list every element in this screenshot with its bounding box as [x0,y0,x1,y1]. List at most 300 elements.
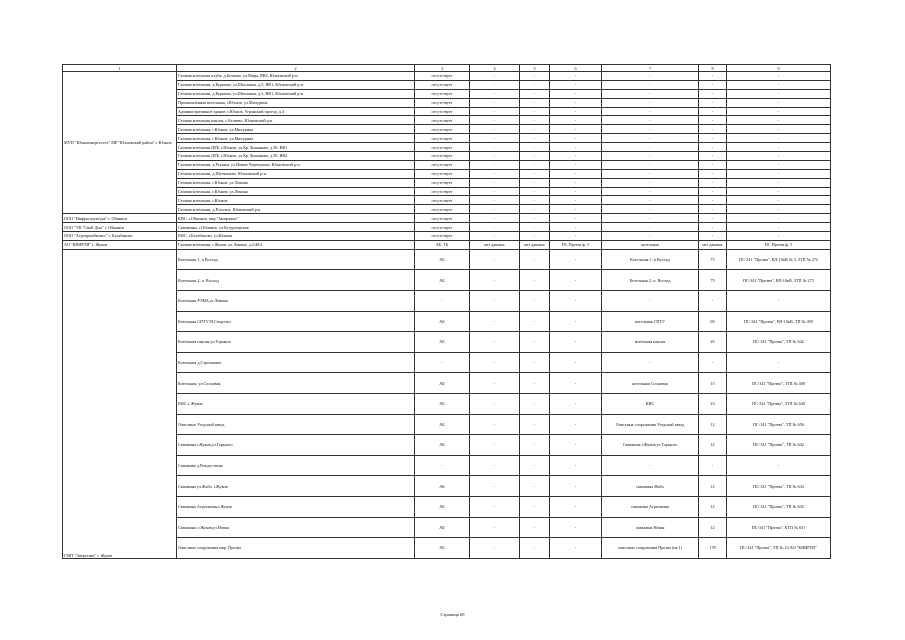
table-cell: - [699,107,727,116]
table-cell: - [520,232,550,241]
table-row [63,455,831,476]
table-cell: ПС Протва ф. 5 [550,240,602,249]
table-cell: отсутствует [415,143,470,152]
table-row [63,414,831,435]
table-cell: - [520,476,550,497]
table-cell: - [470,476,520,497]
table-row [63,205,831,214]
table-cell: - [470,496,520,517]
table-cell: - [699,196,727,205]
table-cell: - [550,476,602,497]
table-cell: 75 [699,270,727,291]
table-cell: отсутствует [415,89,470,98]
table-cell: - [602,89,699,98]
table-cell: - [550,455,602,476]
table-cell: - [699,352,727,373]
table-cell: - [470,435,520,456]
table-cell: - [520,196,550,205]
table-cell: - [520,80,550,89]
table-row [63,125,831,134]
table-cell: - [520,169,550,178]
table-cell: - [699,169,727,178]
table-cell: ПС-341 "Протва", ТП № 656 [727,414,831,435]
table-row [63,152,831,161]
table-cell: Промышленная котельная, г.Юхнов, ул.Мичурина [177,98,415,107]
table-cell: - [602,125,699,134]
table-cell: нет данных [520,240,550,249]
table-cell: КНС, г.Балабаново, ул.Южная [177,232,415,241]
table-cell: 20 [699,332,727,353]
table-cell: отсутствует [415,152,470,161]
table-cell: скважина Агрохимия [602,496,699,517]
table-cell: - [470,393,520,414]
table-row [63,80,831,89]
column-header: 9 [727,65,831,72]
table-cell: - [550,143,602,152]
organization-cell: ООО "Инфраструктура" г. Обнинск [63,214,177,223]
table-cell: - [520,373,550,394]
table-cell: Котельная д.Стрелковка [177,352,415,373]
table-cell: - [415,291,470,312]
table-row [63,270,831,291]
table-row [63,107,831,116]
table-cell: отсутствует [415,134,470,143]
table-cell: - [520,89,550,98]
column-header: 6 [550,65,602,72]
table-cell: АБ [415,311,470,332]
table-row [63,435,831,456]
table-cell: - [550,160,602,169]
table-cell: - [415,455,470,476]
table-row [63,178,831,187]
table-cell: - [699,89,727,98]
table-cell: - [550,125,602,134]
table-cell: - [727,143,831,152]
table-cell: Административное здание, г.Юхнов, Угранский проезд, д.4 [177,107,415,116]
table-cell: КНС г. Жуков [177,393,415,414]
table-cell: АБ [415,435,470,456]
table-cell: - [602,98,699,107]
table-cell: Газовая котельная, г.Юхнов, ул.Мичурина [177,125,415,134]
table-cell: - [550,291,602,312]
table-row [63,98,831,107]
table-cell: ПС Протва ф. 5 [727,240,831,249]
table-cell: - [699,152,727,161]
page-number: Страница 69 [440,612,465,617]
table-row [63,160,831,169]
table-cell: отсутствует [415,178,470,187]
table-cell: ПС-341 "Протва", КТП № 651 [727,517,831,538]
table-cell: АБ [415,538,470,559]
table-cell: - [550,80,602,89]
table-cell: отсутствует [415,125,470,134]
table-cell: Скважина г.Жуков,ул.Горького [177,435,415,456]
table-cell: Котельная РЭМЗ,ул.Ленина [177,291,415,312]
table-cell: - [520,116,550,125]
table-cell: - [727,214,831,223]
table-cell: - [415,352,470,373]
table-cell: - [727,223,831,232]
table-cell: - [520,455,550,476]
table-row [63,134,831,143]
table-cell: - [727,116,831,125]
table-cell: - [550,169,602,178]
table-cell: Котельная школы,ул.Горького [177,332,415,353]
table-cell: Газовая котельная ЦРБ, г.Юхнов, ул.Кр.Лукьянова, д.50, ВВ1 [177,143,415,152]
column-header: 1 [63,65,177,72]
table-cell: - [550,270,602,291]
table-row [63,393,831,414]
table-cell: - [550,178,602,187]
table-cell: - [699,116,727,125]
table-row [63,517,831,538]
table-cell: - [520,270,550,291]
table-cell: 23 [699,393,727,414]
table-cell: - [520,223,550,232]
table-cell: Котельная СПТУ39,Спортзал [177,311,415,332]
column-header: 3 [415,65,470,72]
table-cell: - [470,107,520,116]
table-cell: - [727,196,831,205]
table-cell: - [550,134,602,143]
table-cell: ПС-341 "Протва", ТП № 642 [727,435,831,456]
table-cell: Газовая котельная, г.Юхнов, ул.Мичурина [177,134,415,143]
table-row [63,249,831,270]
table-cell: Скважина, г.Жуков,ул.Новая [177,517,415,538]
table-cell: - [470,116,520,125]
table-cell: - [470,134,520,143]
table-cell: 12 [699,517,727,538]
table-cell: - [550,196,602,205]
table-cell: отсутствует [415,214,470,223]
column-header: 4 [470,65,520,72]
table-cell: - [602,107,699,116]
table-cell: - [699,134,727,143]
table-cell: нет данных [470,240,520,249]
table-cell: - [699,214,727,223]
table-cell: - [699,80,727,89]
table-cell: отсутствует [415,223,470,232]
table-cell: - [470,352,520,373]
table-cell: - [470,332,520,353]
table-cell: отсутствует [415,169,470,178]
table-cell: - [699,72,727,81]
table-cell: 12 [699,496,727,517]
table-cell: Газовая котельная клуба, д.Беляево, ул.Мира, ВВ2, Юхновский р-н [177,72,415,81]
table-cell: - [727,352,831,373]
data-table [62,64,831,559]
table-cell: - [602,214,699,223]
table-cell: - [520,72,550,81]
table-cell: АБ [415,517,470,538]
table-cell: - [470,152,520,161]
table-cell: - [699,160,727,169]
table-cell: - [727,455,831,476]
table-cell: - [550,373,602,394]
table-cell: АБ [415,414,470,435]
table-cell: - [520,393,550,414]
table-cell: ПС-341 "Протва", ВЛ-10кВ № 3, ЗТП № 272 [727,249,831,270]
table-cell: - [550,152,602,161]
table-cell: - [602,205,699,214]
table-cell: Очистные сооружения Угодский завод [602,414,699,435]
table-cell: - [699,205,727,214]
table-cell: - [727,187,831,196]
table-cell: 75 [699,249,727,270]
table-cell: - [602,72,699,81]
table-cell: - [602,455,699,476]
table-cell: - [520,249,550,270]
table-row [63,223,831,232]
table-cell: отсутствует [415,72,470,81]
table-cell: Газовая котельная, д.Плоское, Юхновский р-н [177,205,415,214]
table-cell: - [699,187,727,196]
table-cell: Очистные Угодский завод [177,414,415,435]
organization-cell: ГМП "Энергетик" г. Жуков [63,249,177,558]
table-cell: - [602,160,699,169]
table-row [63,496,831,517]
table-cell: - [602,352,699,373]
table-cell: 69 [699,311,727,332]
column-header: 7 [602,65,699,72]
table-cell: - [470,414,520,435]
table-cell: - [520,98,550,107]
table-cell: - [470,232,520,241]
table-cell: котельная Сосновая [602,373,699,394]
table-cell: Котельная, ул.Сосновая [177,373,415,394]
table-cell: КНС, г.Обнинск, мкр."Заовражье" [177,214,415,223]
table-cell: 12 [699,414,727,435]
table-cell: отсутствует [415,196,470,205]
table-cell: 178 [699,538,727,559]
table-cell: - [550,517,602,538]
table-cell: АБ [415,476,470,497]
table-cell: скважина Новая [602,517,699,538]
table-cell: котельная школы [602,332,699,353]
table-cell: - [520,214,550,223]
table-cell: - [550,435,602,456]
table-row [63,332,831,353]
table-cell: ПС-341 "Протва", ЗТП № 640 [727,393,831,414]
table-cell: Очистные сооружения мкр. Протва [177,538,415,559]
table-row [63,187,831,196]
table-cell: скважина Жабо [602,476,699,497]
table-cell: отсутствует [415,232,470,241]
table-cell: - [699,232,727,241]
table-row [63,352,831,373]
table-cell: - [602,152,699,161]
table-cell: 12 [699,435,727,456]
table-cell: - [520,538,550,559]
table-cell: - [520,496,550,517]
table-cell: - [550,98,602,107]
table-cell: Газовая котельная, д.Щелканово, Юхновский р-н [177,169,415,178]
table-cell: - [470,98,520,107]
table-row [63,169,831,178]
table-cell: - [470,160,520,169]
organization-cell: АО "КНИРТИ" г. Жуков [63,240,177,249]
table-cell: - [550,89,602,98]
table-cell: - [470,143,520,152]
organization-cell: ООО "УК "Свой Дом" г. Обнинск [63,223,177,232]
table-cell: - [550,205,602,214]
table-row [63,214,831,223]
table-cell: - [602,291,699,312]
table-cell: Котельная 2, п. Восход [177,270,415,291]
table-cell: - [470,125,520,134]
table-cell: - [470,187,520,196]
table-row [63,116,831,125]
table-cell: - [602,80,699,89]
table-cell: - [727,125,831,134]
table-cell: - [520,517,550,538]
table-row [63,291,831,312]
table-cell: - [550,223,602,232]
table-cell: - [520,311,550,332]
table-cell: Котельная 1, п.Восход [602,249,699,270]
table-cell: - [550,538,602,559]
table-cell: Газовая котельная, д.Рыляки, ул.Новые Черемушки, Юхновский р-н [177,160,415,169]
table-cell: ПС-341 "Протва", ЗТП № 400 [727,373,831,394]
table-cell: - [520,352,550,373]
table-cell: - [520,187,550,196]
table-cell: - [470,89,520,98]
table-cell: - [602,134,699,143]
table-cell: - [470,223,520,232]
table-cell: - [520,125,550,134]
table-cell: - [470,72,520,81]
table-cell: - [470,169,520,178]
table-cell: - [602,169,699,178]
table-cell: - [550,232,602,241]
table-cell: - [520,134,550,143]
table-row [63,538,831,559]
table-cell: - [699,125,727,134]
table-cell: - [520,205,550,214]
table-cell: - [520,160,550,169]
table-cell: Газовая котельная, г.Жуков, ул.Ленина, д.2/40/2 [177,240,415,249]
table-cell: ПС-341 "Протва", ТП № 14 АО "КНИРТИ" [727,538,831,559]
table-cell: - [699,455,727,476]
table-cell: - [470,373,520,394]
table-cell: ПС-341 "Протва", ТП № 642 [727,332,831,353]
table-cell: - [727,232,831,241]
table-cell: - [550,352,602,373]
table-cell: - [699,178,727,187]
column-header: 5 [520,65,550,72]
table-cell: отсутствует [415,98,470,107]
column-header: 8 [699,65,727,72]
table-cell: - [727,205,831,214]
table-cell: Газовая котельная, д.Куркино, ул.Школьная, д.5, ВВ1, Юхновский р-н [177,89,415,98]
table-cell: нет данных [699,240,727,249]
table-cell: - [470,538,520,559]
table-cell: отсутствует [415,205,470,214]
table-cell: - [727,134,831,143]
table-cell: КНС [602,393,699,414]
table-cell: - [727,178,831,187]
table-cell: АБ [415,373,470,394]
table-cell: АБ [415,496,470,517]
table-header-row [63,65,831,72]
table-cell: - [550,214,602,223]
table-cell: - [520,107,550,116]
table-row [63,240,831,249]
table-cell: - [520,291,550,312]
table-cell: Котельная 2, п. Восход [602,270,699,291]
table-cell: - [602,116,699,125]
table-cell: очистные сооружения Протва (на 1) [602,538,699,559]
table-row [63,72,831,81]
table-cell: - [602,223,699,232]
table-cell: Газовая котельная школы, с.Беляево, Юхновский р-н [177,116,415,125]
table-cell: - [520,435,550,456]
table-cell: 12 [699,476,727,497]
table-row [63,232,831,241]
table-cell: - [470,196,520,205]
table-cell: - [470,205,520,214]
table-cell: - [550,107,602,116]
table-cell: - [727,160,831,169]
table-cell: ПС-341 "Протва", ВЛ-10кВ, ТП № 459 [727,311,831,332]
table-cell: ПС-341 "Протва", ТП № 634 [727,476,831,497]
table-cell: - [602,143,699,152]
table-cell: - [727,72,831,81]
table-cell: - [520,178,550,187]
table-cell: - [550,311,602,332]
table-cell: АБ [415,249,470,270]
table-row [63,143,831,152]
table-cell: - [470,249,520,270]
table-cell: - [520,152,550,161]
table-cell: - [550,414,602,435]
table-cell: - [550,249,602,270]
table-row [63,373,831,394]
table-cell: - [550,72,602,81]
table-cell: - [699,291,727,312]
organization-cell: ООО "Агропромбизнес" г. Балабаново [63,232,177,241]
table-cell: - [550,187,602,196]
table-row [63,476,831,497]
table-cell: - [727,107,831,116]
table-cell: - [602,196,699,205]
table-cell: отсутствует [415,160,470,169]
table-cell: - [520,332,550,353]
table-cell: Газовая котельная, г.Юхнов, ул.Ленина [177,187,415,196]
table-cell: Скважина Агрохимия,г.Жуков [177,496,415,517]
table-row [63,89,831,98]
table-cell: ПС-341 "Протва", ТП № 635 [727,496,831,517]
table-cell: - [699,143,727,152]
table-cell: - [727,98,831,107]
organization-cell: МУП "Юхновэнергосеть" МР "Юхновский район" г. Юхнов [63,72,177,214]
table-cell: - [470,311,520,332]
table-cell: Газовая котельная ЦРБ, г.Юхнов, ул.Кр.Лукьянова, д.50, ВВ2 [177,152,415,161]
table-cell: Газовая котельная, г.Юхнов [177,196,415,205]
table-cell: АБ [415,393,470,414]
table-cell: отсутствует [415,116,470,125]
table-cell: - [699,223,727,232]
table-cell: Котельная 1, п.Восход [177,249,415,270]
table-cell: - [470,455,520,476]
table-cell: Газовая котельная, д.Куркино, ул.Школьная, д.5, ВВ1, Юхновский р-н [177,80,415,89]
table-cell: - [602,187,699,196]
table-cell: - [727,291,831,312]
table-cell: отсутствует [415,107,470,116]
table-cell: АБ [415,332,470,353]
table-cell: - [550,332,602,353]
table-cell: Скважины, г.Обнинск, ул.Бутурлинская [177,223,415,232]
